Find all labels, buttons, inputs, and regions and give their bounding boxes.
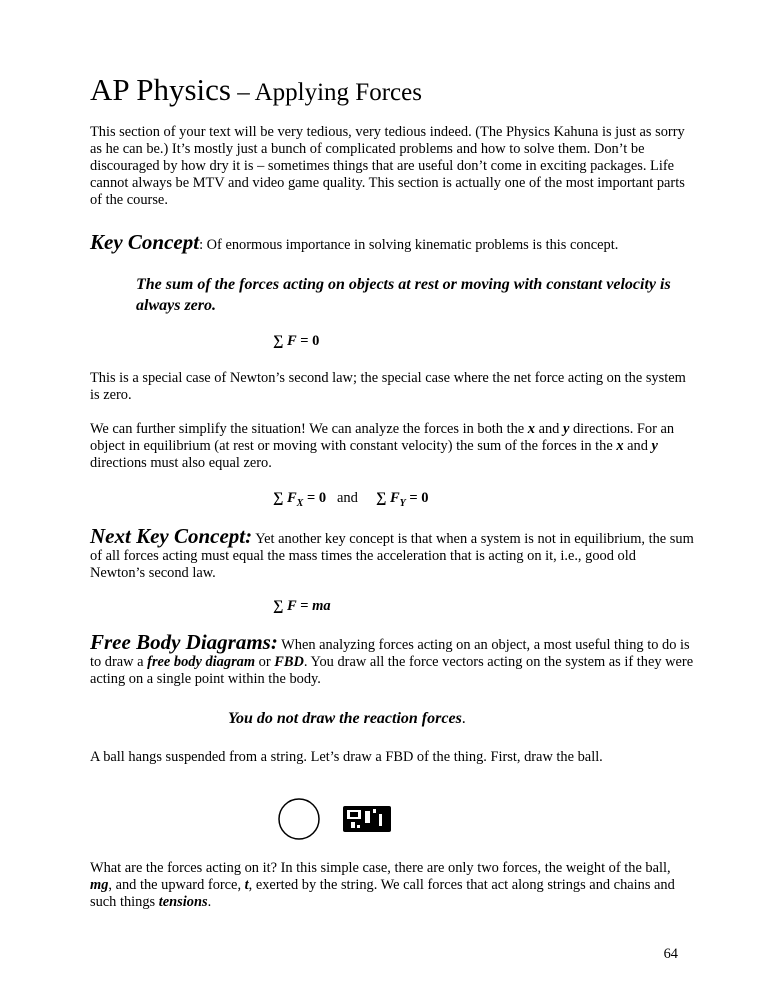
eq3-equals: = xyxy=(296,598,313,614)
key-concept-colon: : xyxy=(199,237,204,253)
sigma-symbol: ∑ xyxy=(273,598,284,614)
forces-mg: mg xyxy=(90,877,109,893)
fbd-paragraph xyxy=(90,630,694,688)
ball-figure xyxy=(276,796,324,844)
next-key-concept-text: Yet another key concept is that when a system is not in equilibrium, the sum of all forces acting must equal the mass times the acceleration that is acting on it, i.e., good old Newton’s second law. xyxy=(90,531,694,581)
reaction-note-period: . xyxy=(461,710,466,727)
forces-text-2: , and the upward force, xyxy=(108,877,245,893)
forces-text-1: What are the forces acting on it? In this simple case, there are only two forces, the weight of the ball, xyxy=(90,860,671,876)
equation-components xyxy=(273,490,429,509)
fx-subscript: X xyxy=(296,497,304,509)
further-text-5: directions must also equal zero. xyxy=(90,455,272,471)
forces-text-4: . xyxy=(207,894,212,910)
sigma-symbol: ∑ xyxy=(273,490,284,506)
further-y2: y xyxy=(651,438,658,454)
page-title xyxy=(90,72,422,108)
key-concept-text: Of enormous importance in solving kinematic problems is this concept. xyxy=(203,237,619,253)
sigma-symbol: ∑ xyxy=(273,333,284,349)
forces-paragraph xyxy=(90,860,692,911)
fy-rhs: = 0 xyxy=(405,490,429,506)
eq3-rhs: ma xyxy=(312,598,331,614)
page-number: 64 xyxy=(663,946,678,962)
forces-text-3: , exerted by the string. We call forces that act along strings and chains and such things xyxy=(90,877,675,910)
further-paragraph xyxy=(90,421,692,472)
further-text-4: and xyxy=(623,438,652,454)
forces-tensions: tensions xyxy=(158,894,208,910)
next-key-concept-paragraph xyxy=(90,524,694,582)
further-x2: x xyxy=(616,438,624,454)
further-x: x xyxy=(527,421,535,437)
equation-sum-f-zero xyxy=(273,333,319,350)
further-text-1: We can further simplify the situation! We can analyze the forces in both the xyxy=(90,421,528,437)
forces-t: t xyxy=(244,877,249,893)
further-text-2: and xyxy=(534,421,563,437)
special-case-paragraph: This is a special case of Newton’s second law; the special case where the net force acting on the system is zero. xyxy=(90,370,686,403)
eq1-rhs: = 0 xyxy=(296,333,320,349)
title-sub: Applying Forces xyxy=(254,79,422,106)
fy-subscript: Y xyxy=(399,497,406,509)
fx-rhs: = 0 xyxy=(303,490,327,506)
fbd-heading: Free Body Diagrams: xyxy=(90,630,278,654)
key-concept-paragraph xyxy=(90,230,710,254)
further-text-3: directions. For an object in equilibrium (at rest or moving with constant velocity) the sum of the forces in the xyxy=(90,421,675,454)
ball-circle xyxy=(279,799,319,839)
fbd-term-free-body-diagram: free body diagram xyxy=(147,654,256,670)
next-key-concept-heading: Next Key Concept: xyxy=(90,524,253,548)
reaction-note-text: You do not draw the reaction forces xyxy=(228,710,462,727)
and-word: and xyxy=(336,490,358,506)
key-concept-statement: The sum of the forces acting on objects at rest or moving with constant velocity is always zero. xyxy=(136,276,671,314)
further-y: y xyxy=(562,421,570,437)
fbd-text-2: or xyxy=(255,654,275,670)
reaction-forces-note xyxy=(228,710,466,728)
title-dash: – xyxy=(230,79,255,106)
equation-f-ma xyxy=(273,598,331,615)
title-main: AP Physics xyxy=(90,72,231,107)
key-concept-heading: Key Concept xyxy=(90,230,200,254)
intro-paragraph: This section of your text will be very tedious, very tedious indeed. (The Physics Kahuna is just as sorry as he can be.) It’s mostly just a bunch of complicated problems and how to solve them. Don’t be discouraged by how dry it is – sometimes things that are useful don’t come in exciting packages. Life cannot always be MTV and video game quality. This section is actually one of the most important parts of the course. xyxy=(90,124,685,208)
sigma-symbol-2: ∑ xyxy=(376,490,387,506)
fbd-text-3: . You draw all the force vectors acting on the system as if they were acting on a single point within the body. xyxy=(90,654,694,687)
eq1-variable: F xyxy=(286,333,297,349)
fx-variable: F xyxy=(286,490,297,506)
fbd-term-fbd: FBD xyxy=(274,654,304,670)
fbd-text-1: When analyzing forces acting on an object, a most useful thing to do is to draw a xyxy=(90,637,690,670)
ball-paragraph: A ball hangs suspended from a string. Let’s draw a FBD of the thing. First, draw the ball. xyxy=(90,749,603,765)
fy-variable: F xyxy=(389,490,400,506)
eq3-variable: F xyxy=(286,598,297,614)
broken-image-icon xyxy=(343,806,391,832)
